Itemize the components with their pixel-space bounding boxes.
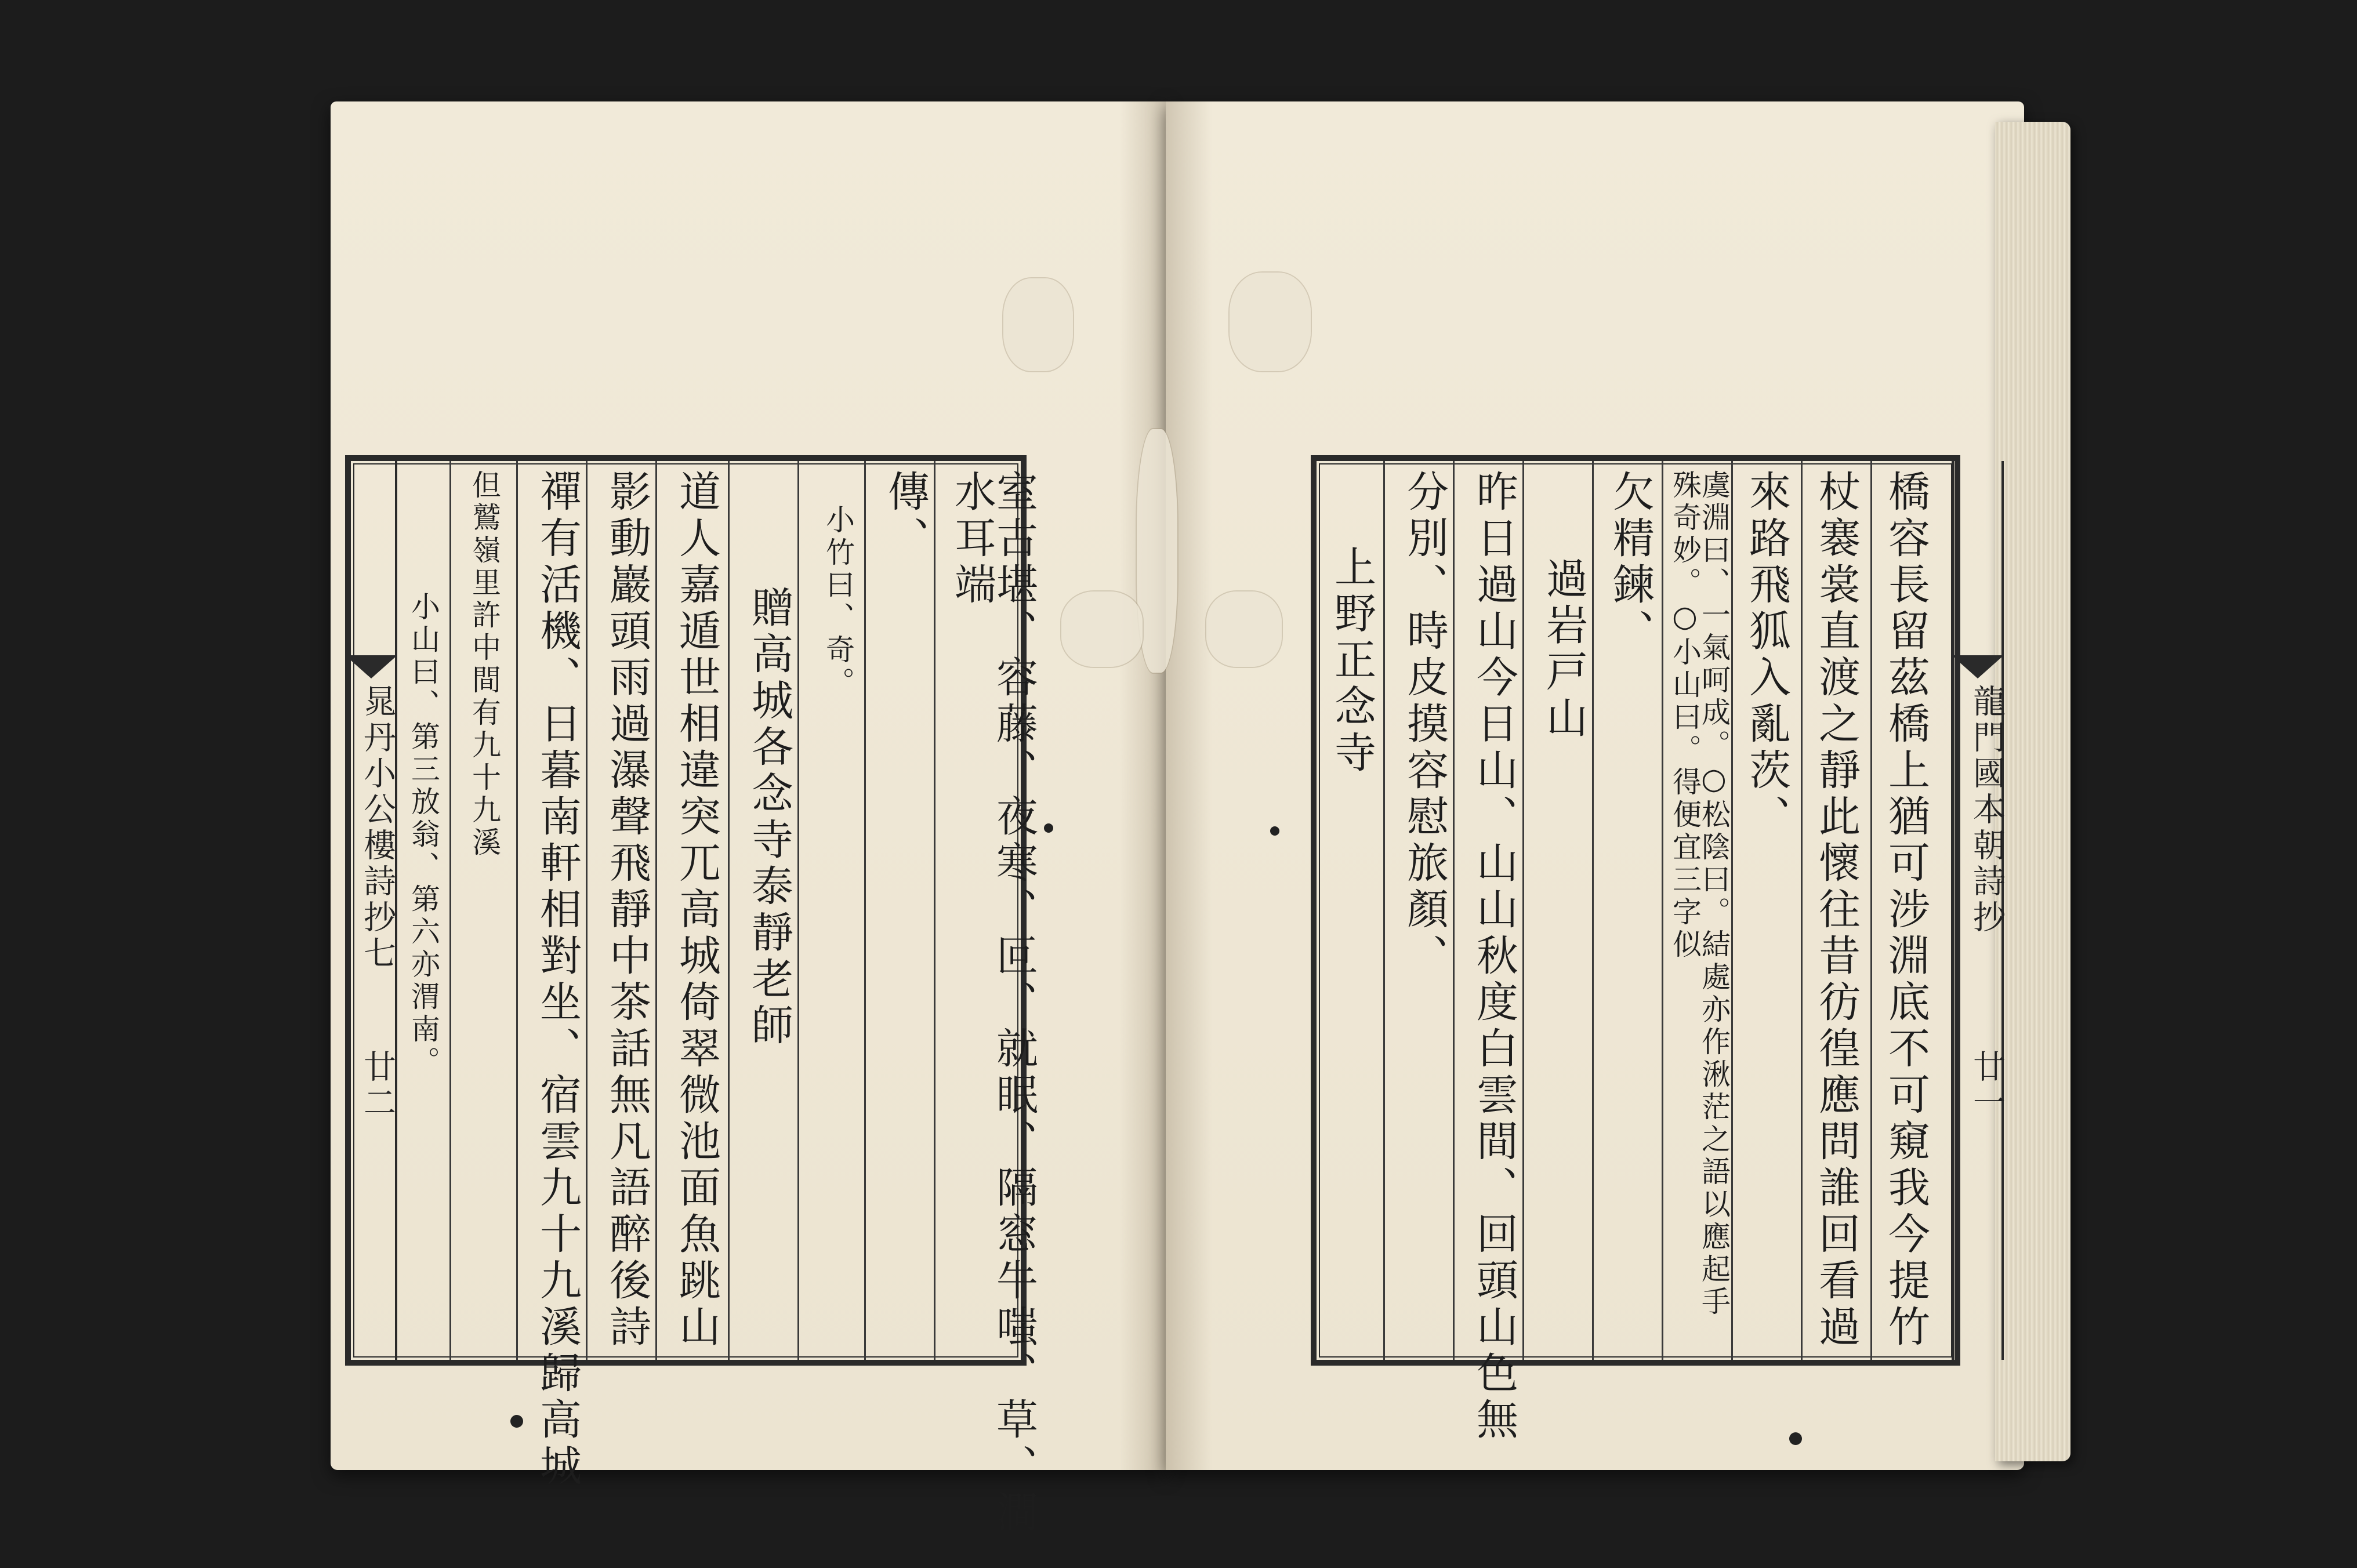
poem-title: 贈高城各念寺泰靜老師: [745, 586, 793, 1050]
column-rule: [1453, 461, 1455, 1360]
column-rule: [516, 461, 518, 1360]
binding-hole: [1789, 1432, 1802, 1445]
column-rule: [1662, 461, 1663, 1360]
column-rule: [728, 461, 730, 1360]
binding-hole: [510, 1415, 523, 1428]
commentary-column: 但鷲嶺里許中間有九十九溪: [467, 470, 501, 859]
poem-title: 過岩戸山: [1539, 557, 1588, 742]
left-margin-title: 晁丹小公樓詩抄七: [358, 684, 396, 972]
worm-damage: [1206, 591, 1282, 667]
left-folio: 廿二: [358, 1050, 396, 1121]
text-column: 分別、時皮摸容慰旅顏、: [1400, 470, 1449, 980]
text-column: 道人嘉遁世相違突兀高城倚翠微池面魚跳山: [672, 470, 721, 1351]
fish-tail-ornament: [345, 655, 397, 678]
text-column: 來路飛狐入亂茨、: [1742, 470, 1791, 841]
text-column: 室古堪、容藤、夜寒、叵、就眠、隔窓牛嗤、草、澗水耳端: [948, 470, 1038, 1537]
column-rule: [1731, 461, 1733, 1360]
text-column: 傳、: [881, 470, 930, 562]
column-rule: [864, 461, 866, 1360]
column-rule: [1592, 461, 1594, 1360]
column-rule: [1870, 461, 1872, 1360]
poem-title: 上野正念寺: [1328, 545, 1376, 777]
commentary-column: 虞淵曰、一氣呵成。○松陰曰。結處亦作湫茫之語以應起手殊奇妙。○小山曰。得便宜三字似: [1668, 470, 1731, 1319]
right-folio: 廿一: [1968, 1050, 2006, 1121]
column-rule: [449, 461, 451, 1360]
worm-damage: [1003, 278, 1073, 371]
text-column: 欠精鍊、: [1606, 470, 1655, 655]
text-column: 昨日過山今日山、山山秋度白雲間、回頭山色無: [1470, 470, 1518, 1444]
column-rule: [934, 461, 935, 1360]
text-column: 禪有活機、日暮南軒相對坐、宿雲九十九溪歸高城: [533, 470, 582, 1490]
worm-damage: [1137, 429, 1177, 673]
right-margin-title: 龍門國本朝詩抄: [1968, 684, 2006, 936]
text-column: 橋容長留茲橋上猶可涉淵底不可窺我今提竹: [1881, 470, 1930, 1351]
text-column: 影動巖頭雨過瀑聲飛靜中茶話無凡語醉後詩: [603, 470, 651, 1351]
column-rule: [655, 461, 657, 1360]
gutter-shadow: [1119, 101, 1212, 1470]
binding-hole: [1270, 826, 1279, 836]
commentary-column: 小竹曰、奇。: [821, 504, 855, 699]
column-rule: [1522, 461, 1524, 1360]
fish-tail-ornament: [1952, 655, 2004, 678]
worm-damage: [1230, 273, 1311, 371]
column-rule: [1383, 461, 1385, 1360]
binding-hole: [1044, 823, 1053, 833]
worm-damage: [1061, 591, 1143, 667]
text-column: 杖褰裳直渡之靜此懷往昔彷徨應問誰回看過: [1812, 470, 1861, 1351]
column-rule: [586, 461, 588, 1360]
column-rule: [797, 461, 799, 1360]
column-rule: [1801, 461, 1803, 1360]
commentary-column: 小山曰、第三放翁、第六亦渭南。: [407, 591, 440, 1079]
